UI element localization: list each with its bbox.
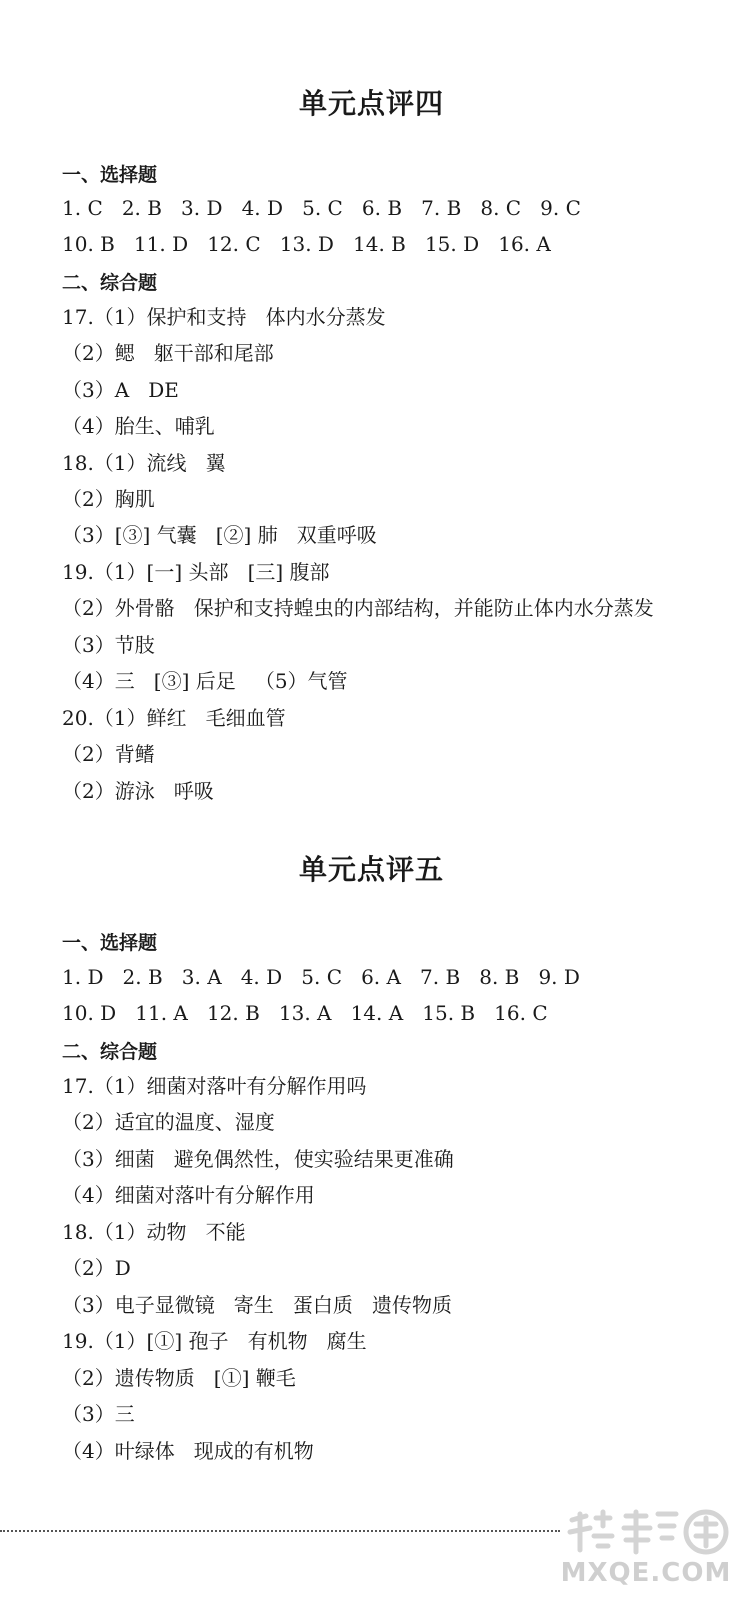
section4-title: 单元点评四 xyxy=(298,87,444,120)
section4-choice-heading: 一、选择题 xyxy=(62,164,158,186)
section5-choice-line: 10. D 11. A 12. B 13. A 14. A 15. B 16. C xyxy=(62,1001,548,1025)
section5-answer-line: （4）叶绿体 现成的有机物 xyxy=(62,1439,314,1463)
section5-answer-line: （3）电子显微镜 寄生 蛋白质 遗传物质 xyxy=(62,1293,452,1317)
section4-answer-line: （3）[③] 气囊 [②] 肺 双重呼吸 xyxy=(62,523,377,547)
section5-answer-line: （4）细菌对落叶有分解作用 xyxy=(62,1183,315,1207)
section5-answer-line: （3）细菌 避免偶然性，使实验结果更准确 xyxy=(62,1147,454,1171)
section4-answer-line: 18.（1）流线 翼 xyxy=(62,451,226,475)
section5-answer-line: 18.（1）动物 不能 xyxy=(62,1220,246,1244)
section4-answer-line: （3）节肢 xyxy=(62,633,155,657)
watermark-logo-icon xyxy=(562,1506,730,1558)
section4-choice-line: 1. C 2. B 3. D 4. D 5. C 6. B 7. B 8. C 9. C xyxy=(62,196,581,220)
section4-answer-line: 20.（1）鲜红 毛细血管 xyxy=(62,706,286,730)
section5-answer-line: （2）遗传物质 [①] 鞭毛 xyxy=(62,1366,296,1390)
section5-answer-line: 17.（1）细菌对落叶有分解作用吗 xyxy=(62,1074,367,1098)
section4-answer-line: （2）背鳍 xyxy=(62,742,155,766)
watermark-url: MXQE.COM xyxy=(560,1558,732,1588)
section5-choice-heading: 一、选择题 xyxy=(62,932,158,954)
section5-choice-line: 1. D 2. B 3. A 4. D 5. C 6. A 7. B 8. B 9. D xyxy=(62,965,580,989)
section4-choice-line: 10. B 11. D 12. C 13. D 14. B 15. D 16. A xyxy=(62,232,551,256)
section4-answer-line: （2）胸肌 xyxy=(62,487,155,511)
section4-answer-line: （3）A DE xyxy=(62,378,179,402)
section4-answer-line: （4）胎生、哺乳 xyxy=(62,414,215,438)
watermark xyxy=(556,1506,736,1596)
section5-title: 单元点评五 xyxy=(298,853,444,886)
section4-answer-line: （2）游泳 呼吸 xyxy=(62,779,214,803)
section4-comp-heading: 二、综合题 xyxy=(62,272,158,294)
section5-comp-heading: 二、综合题 xyxy=(62,1041,158,1063)
section4-answer-line: 19.（1）[一] 头部 [三] 腹部 xyxy=(62,560,330,584)
footer-dotted-rule xyxy=(0,1530,560,1532)
section4-answer-line: 17.（1）保护和支持 体内水分蒸发 xyxy=(62,305,386,329)
section5-answer-line: （2）适宜的温度、湿度 xyxy=(62,1110,275,1134)
section5-answer-line: （2）D xyxy=(62,1256,131,1280)
section5-answer-line: 19.（1）[①] 孢子 有机物 腐生 xyxy=(62,1329,367,1353)
section4-answer-line: （4）三 [③] 后足 （5）气管 xyxy=(62,669,348,693)
section4-answer-line: （2）鳃 躯干部和尾部 xyxy=(62,341,274,365)
section4-answer-line: （2）外骨骼 保护和支持蝗虫的内部结构，并能防止体内水分蒸发 xyxy=(62,596,654,620)
section5-answer-line: （3）三 xyxy=(62,1402,135,1426)
